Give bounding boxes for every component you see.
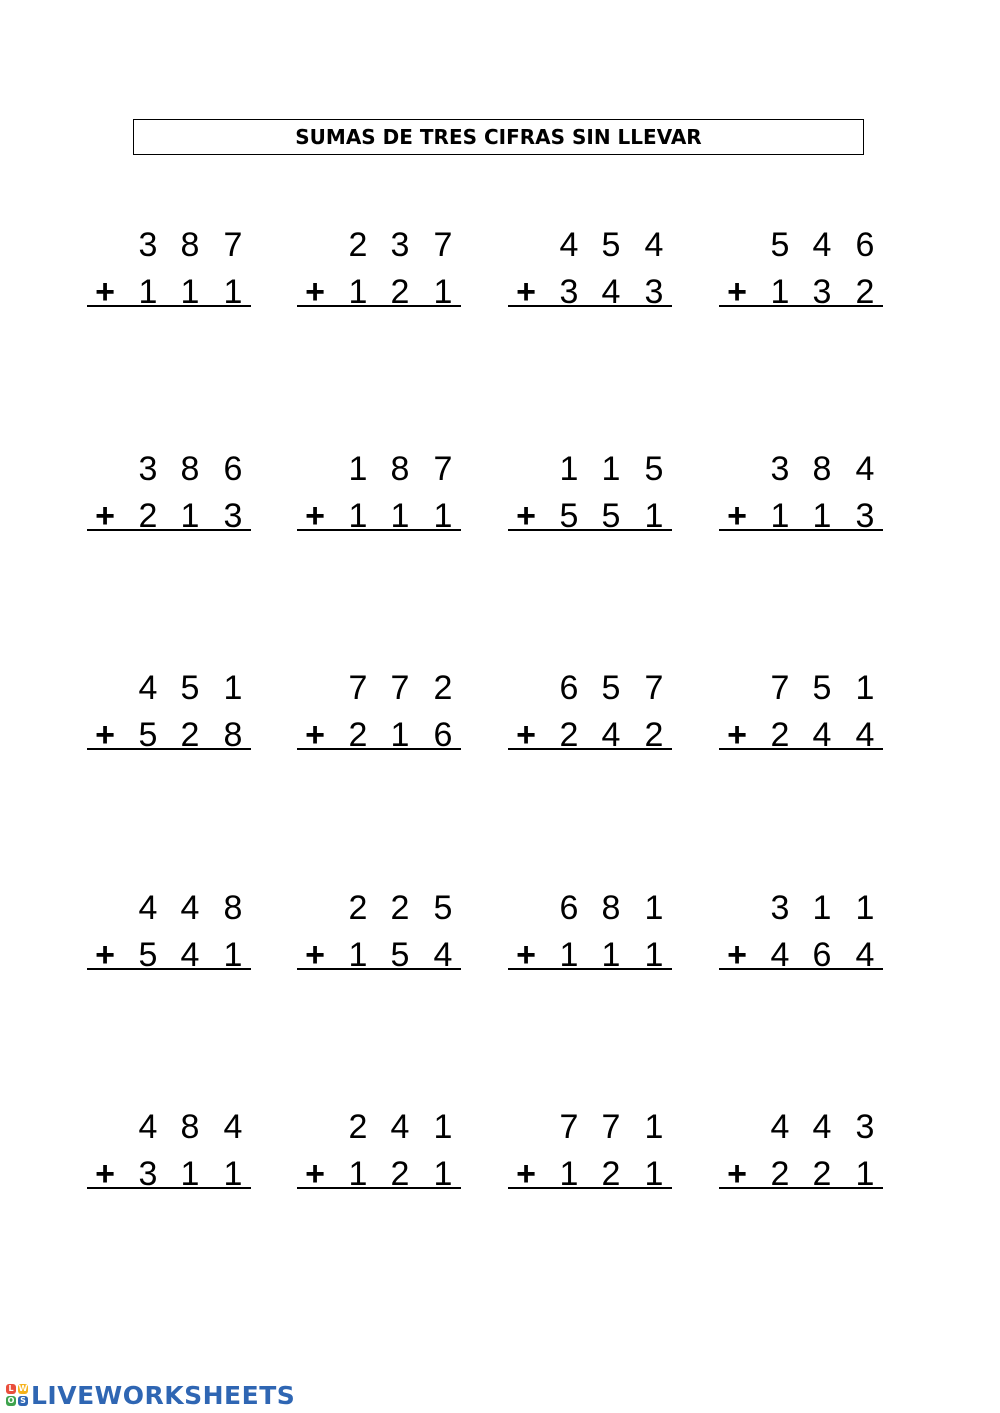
top-addend-digit: 8 xyxy=(390,450,410,488)
addition-problem xyxy=(297,228,463,318)
sum-line xyxy=(297,305,461,307)
bottom-addend-digit: 2 xyxy=(390,1155,410,1193)
top-addend-digit: 6 xyxy=(223,450,243,488)
top-addend-digit: 3 xyxy=(770,450,790,488)
bottom-addend-digit: 2 xyxy=(138,497,158,535)
top-addend-digit: 8 xyxy=(180,450,200,488)
top-addend-digit: 7 xyxy=(644,669,664,707)
sum-line xyxy=(87,748,251,750)
bottom-addend-digit: 2 xyxy=(855,273,875,311)
sum-line xyxy=(508,1187,672,1189)
plus-sign: + xyxy=(727,273,747,311)
addition-problem xyxy=(87,891,253,981)
top-addend-digit: 4 xyxy=(180,889,200,927)
top-addend-digit: 7 xyxy=(433,450,453,488)
logo-square: L xyxy=(6,1384,16,1394)
top-addend-digit: 5 xyxy=(812,669,832,707)
bottom-addend-digit: 4 xyxy=(601,716,621,754)
liveworksheets-logo xyxy=(6,1380,295,1410)
top-addend-digit: 4 xyxy=(644,226,664,264)
bottom-addend-digit: 8 xyxy=(223,716,243,754)
sum-line xyxy=(87,1187,251,1189)
addition-problem xyxy=(297,452,463,542)
plus-sign: + xyxy=(305,497,325,535)
bottom-addend-digit: 2 xyxy=(559,716,579,754)
top-addend-digit: 2 xyxy=(348,1108,368,1146)
top-addend-digit: 2 xyxy=(433,669,453,707)
plus-sign: + xyxy=(727,936,747,974)
bottom-addend-digit: 1 xyxy=(433,497,453,535)
top-addend-digit: 5 xyxy=(433,889,453,927)
top-addend-digit: 4 xyxy=(390,1108,410,1146)
plus-sign: + xyxy=(516,716,536,754)
top-addend-digit: 7 xyxy=(770,669,790,707)
top-addend-digit: 4 xyxy=(138,669,158,707)
bottom-addend-digit: 1 xyxy=(770,497,790,535)
top-addend-digit: 7 xyxy=(223,226,243,264)
top-addend-digit: 4 xyxy=(812,226,832,264)
bottom-addend-digit: 1 xyxy=(348,936,368,974)
bottom-addend-digit: 4 xyxy=(180,936,200,974)
top-addend-digit: 2 xyxy=(390,889,410,927)
bottom-addend-digit: 6 xyxy=(433,716,453,754)
bottom-addend-digit: 2 xyxy=(770,716,790,754)
plus-sign: + xyxy=(305,936,325,974)
logo-square: O xyxy=(7,1396,15,1405)
bottom-addend-digit: 3 xyxy=(559,273,579,311)
top-addend-digit: 4 xyxy=(855,450,875,488)
bottom-addend-digit: 1 xyxy=(559,1155,579,1193)
logo-text: LIVEWORKSHEETS xyxy=(31,1380,296,1410)
addition-problem xyxy=(719,891,885,981)
plus-sign: + xyxy=(95,1155,115,1193)
bottom-addend-digit: 2 xyxy=(348,716,368,754)
logo-square: W xyxy=(18,1384,28,1393)
plus-sign: + xyxy=(727,716,747,754)
top-addend-digit: 8 xyxy=(180,226,200,264)
top-addend-digit: 8 xyxy=(223,889,243,927)
plus-sign: + xyxy=(95,936,115,974)
bottom-addend-digit: 1 xyxy=(433,1155,453,1193)
top-addend-digit: 4 xyxy=(223,1108,243,1146)
addition-problem xyxy=(508,671,674,761)
bottom-addend-digit: 3 xyxy=(812,273,832,311)
top-addend-digit: 7 xyxy=(348,669,368,707)
bottom-addend-digit: 3 xyxy=(855,497,875,535)
bottom-addend-digit: 1 xyxy=(855,1155,875,1193)
top-addend-digit: 5 xyxy=(644,450,664,488)
plus-sign: + xyxy=(305,716,325,754)
bottom-addend-digit: 4 xyxy=(812,716,832,754)
sum-line xyxy=(87,968,251,970)
bottom-addend-digit: 2 xyxy=(644,716,664,754)
bottom-addend-digit: 1 xyxy=(559,936,579,974)
top-addend-digit: 1 xyxy=(433,1108,453,1146)
logo-square: S xyxy=(18,1396,28,1406)
sum-line xyxy=(719,968,883,970)
top-addend-digit: 3 xyxy=(855,1108,875,1146)
top-addend-digit: 5 xyxy=(601,669,621,707)
bottom-addend-digit: 6 xyxy=(812,936,832,974)
bottom-addend-digit: 1 xyxy=(812,497,832,535)
bottom-addend-digit: 1 xyxy=(770,273,790,311)
bottom-addend-digit: 2 xyxy=(770,1155,790,1193)
top-addend-digit: 4 xyxy=(770,1108,790,1146)
plus-sign: + xyxy=(95,273,115,311)
plus-sign: + xyxy=(516,1155,536,1193)
bottom-addend-digit: 1 xyxy=(223,1155,243,1193)
addition-problem xyxy=(87,452,253,542)
sum-line xyxy=(297,968,461,970)
bottom-addend-digit: 1 xyxy=(433,273,453,311)
top-addend-digit: 1 xyxy=(601,450,621,488)
bottom-addend-digit: 5 xyxy=(138,936,158,974)
addition-problem xyxy=(719,1110,885,1200)
bottom-addend-digit: 1 xyxy=(348,1155,368,1193)
bottom-addend-digit: 1 xyxy=(390,716,410,754)
bottom-addend-digit: 4 xyxy=(433,936,453,974)
bottom-addend-digit: 1 xyxy=(223,936,243,974)
top-addend-digit: 5 xyxy=(601,226,621,264)
top-addend-digit: 7 xyxy=(390,669,410,707)
addition-problem xyxy=(508,891,674,981)
bottom-addend-digit: 1 xyxy=(644,1155,664,1193)
top-addend-digit: 7 xyxy=(601,1108,621,1146)
top-addend-digit: 1 xyxy=(559,450,579,488)
sum-line xyxy=(297,748,461,750)
top-addend-digit: 1 xyxy=(812,889,832,927)
bottom-addend-digit: 2 xyxy=(390,273,410,311)
top-addend-digit: 5 xyxy=(770,226,790,264)
addition-problem xyxy=(508,228,674,318)
addition-problem xyxy=(87,1110,253,1200)
top-addend-digit: 1 xyxy=(223,669,243,707)
bottom-addend-digit: 4 xyxy=(601,273,621,311)
top-addend-digit: 3 xyxy=(770,889,790,927)
addition-problem xyxy=(719,228,885,318)
sum-line xyxy=(297,529,461,531)
addition-problem xyxy=(87,671,253,761)
bottom-addend-digit: 1 xyxy=(180,1155,200,1193)
top-addend-digit: 5 xyxy=(180,669,200,707)
top-addend-digit: 7 xyxy=(433,226,453,264)
addition-problem xyxy=(508,452,674,542)
top-addend-digit: 2 xyxy=(348,226,368,264)
top-addend-digit: 1 xyxy=(348,450,368,488)
addition-problem xyxy=(87,228,253,318)
bottom-addend-digit: 2 xyxy=(812,1155,832,1193)
bottom-addend-digit: 1 xyxy=(348,497,368,535)
bottom-addend-digit: 1 xyxy=(180,497,200,535)
top-addend-digit: 8 xyxy=(180,1108,200,1146)
top-addend-digit: 4 xyxy=(559,226,579,264)
bottom-addend-digit: 1 xyxy=(180,273,200,311)
liveworksheets-logo-icon xyxy=(6,1384,28,1406)
bottom-addend-digit: 1 xyxy=(601,936,621,974)
bottom-addend-digit: 3 xyxy=(644,273,664,311)
top-addend-digit: 1 xyxy=(644,1108,664,1146)
sum-line xyxy=(719,1187,883,1189)
top-addend-digit: 1 xyxy=(855,889,875,927)
top-addend-digit: 4 xyxy=(812,1108,832,1146)
top-addend-digit: 3 xyxy=(390,226,410,264)
top-addend-digit: 6 xyxy=(559,669,579,707)
plus-sign: + xyxy=(727,1155,747,1193)
top-addend-digit: 3 xyxy=(138,226,158,264)
sum-line xyxy=(87,305,251,307)
addition-problem xyxy=(297,891,463,981)
addition-problem xyxy=(719,452,885,542)
top-addend-digit: 4 xyxy=(138,889,158,927)
top-addend-digit: 6 xyxy=(559,889,579,927)
plus-sign: + xyxy=(95,716,115,754)
sum-line xyxy=(508,748,672,750)
bottom-addend-digit: 1 xyxy=(138,273,158,311)
sum-line xyxy=(508,305,672,307)
sum-line xyxy=(297,1187,461,1189)
plus-sign: + xyxy=(727,497,747,535)
bottom-addend-digit: 4 xyxy=(855,936,875,974)
sum-line xyxy=(719,305,883,307)
top-addend-digit: 8 xyxy=(601,889,621,927)
plus-sign: + xyxy=(516,497,536,535)
bottom-addend-digit: 5 xyxy=(390,936,410,974)
addition-problem xyxy=(297,1110,463,1200)
plus-sign: + xyxy=(95,497,115,535)
bottom-addend-digit: 3 xyxy=(138,1155,158,1193)
sum-line xyxy=(508,968,672,970)
top-addend-digit: 3 xyxy=(138,450,158,488)
plus-sign: + xyxy=(305,273,325,311)
bottom-addend-digit: 2 xyxy=(601,1155,621,1193)
top-addend-digit: 4 xyxy=(138,1108,158,1146)
bottom-addend-digit: 1 xyxy=(390,497,410,535)
bottom-addend-digit: 4 xyxy=(855,716,875,754)
bottom-addend-digit: 1 xyxy=(644,497,664,535)
top-addend-digit: 7 xyxy=(559,1108,579,1146)
sum-line xyxy=(719,748,883,750)
bottom-addend-digit: 2 xyxy=(180,716,200,754)
bottom-addend-digit: 5 xyxy=(138,716,158,754)
sum-line xyxy=(87,529,251,531)
bottom-addend-digit: 5 xyxy=(601,497,621,535)
plus-sign: + xyxy=(516,936,536,974)
sum-line xyxy=(719,529,883,531)
top-addend-digit: 2 xyxy=(348,889,368,927)
bottom-addend-digit: 1 xyxy=(223,273,243,311)
top-addend-digit: 1 xyxy=(855,669,875,707)
bottom-addend-digit: 4 xyxy=(770,936,790,974)
top-addend-digit: 8 xyxy=(812,450,832,488)
bottom-addend-digit: 5 xyxy=(559,497,579,535)
plus-sign: + xyxy=(305,1155,325,1193)
worksheet-title: SUMAS DE TRES CIFRAS SIN LLEVAR xyxy=(133,119,864,155)
top-addend-digit: 6 xyxy=(855,226,875,264)
addition-problem xyxy=(297,671,463,761)
plus-sign: + xyxy=(516,273,536,311)
bottom-addend-digit: 1 xyxy=(644,936,664,974)
top-addend-digit: 1 xyxy=(644,889,664,927)
bottom-addend-digit: 3 xyxy=(223,497,243,535)
sum-line xyxy=(508,529,672,531)
bottom-addend-digit: 1 xyxy=(348,273,368,311)
addition-problem xyxy=(719,671,885,761)
addition-problem xyxy=(508,1110,674,1200)
